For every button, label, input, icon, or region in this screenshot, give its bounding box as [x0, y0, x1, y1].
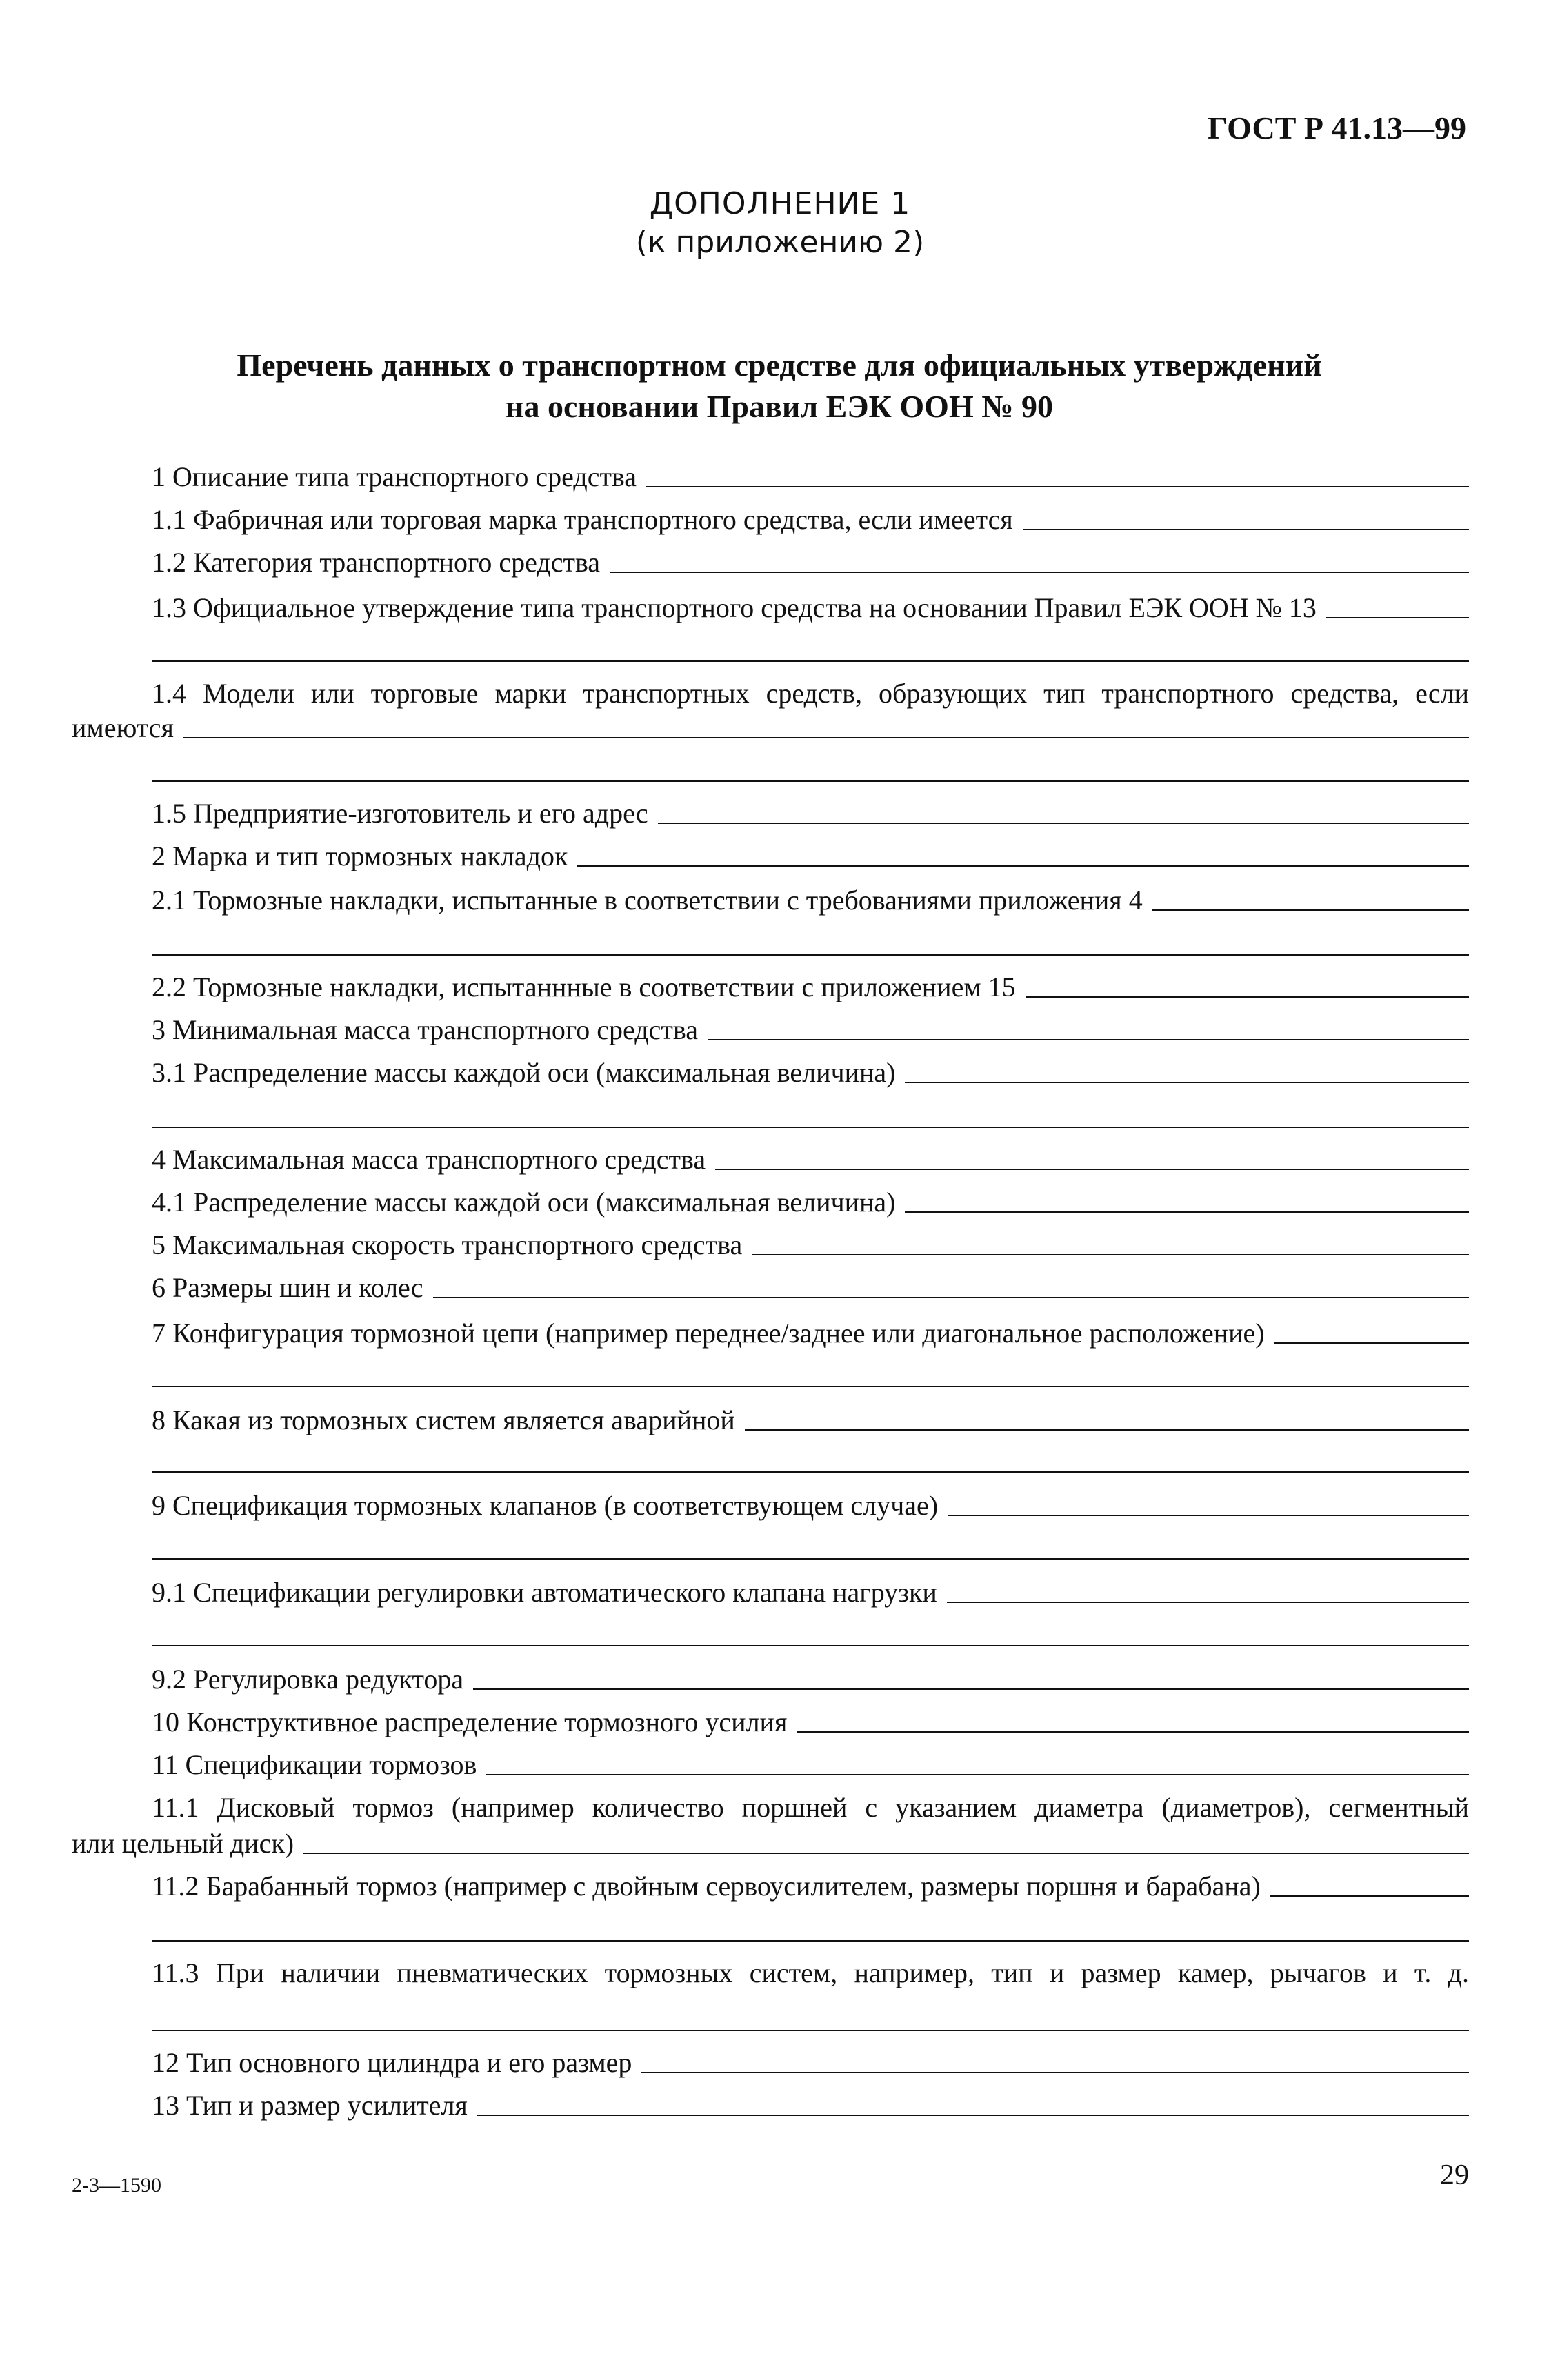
field-line-2-2 [152, 971, 1469, 1004]
field-line-11-1-cont [72, 1827, 1469, 1860]
fill-in-line [715, 1169, 1469, 1170]
field-label: 1.3 Официальное утверждение типа транспортного средства на основании Правил ЕЭК ООН № 13 [152, 592, 1317, 623]
fill-in-line [797, 1731, 1469, 1733]
field-label: 7 Конфигурация тормозной цепи (например переднее/заднее или диагональное расположение) [152, 1318, 1265, 1349]
fill-in-line [641, 2072, 1469, 2073]
fill-in-line [1326, 617, 1469, 618]
fill-in-line [577, 865, 1469, 867]
blank-rule [152, 2030, 1469, 2031]
field-line-1-5 [152, 797, 1469, 830]
field-label: 1 Описание типа транспортного средства [152, 461, 637, 492]
blank-rule [152, 780, 1469, 782]
field-line-7 [152, 1317, 1469, 1350]
field-line-4-1 [152, 1186, 1469, 1219]
fill-in-line [1152, 909, 1469, 911]
blank-rule [152, 1940, 1469, 1942]
footer-print-code: 2-3—1590 [72, 2174, 161, 2197]
field-label: 11.2 Барабанный тормоз (например с двойным сервоусилителем, размеры поршня и барабана) [152, 1870, 1261, 1902]
field-label: 12 Тип основного цилиндра и его размер [152, 2047, 632, 2078]
field-line-1-3 [152, 592, 1469, 625]
field-label: 8 Какая из тормозных систем является аварийной [152, 1404, 735, 1435]
fill-in-line [646, 486, 1469, 487]
fill-in-line [658, 823, 1469, 824]
field-line-8 [152, 1404, 1469, 1437]
fill-in-line [947, 1602, 1469, 1603]
field-line-1-4-cont [72, 712, 1469, 745]
field-label: 1.2 Категория транспортного средства [152, 547, 601, 578]
field-line-1-4 [152, 677, 1469, 710]
field-line-4 [152, 1143, 1469, 1176]
field-line-1 [152, 461, 1469, 494]
field-line-3 [152, 1013, 1469, 1047]
field-line-9 [152, 1489, 1469, 1522]
fill-in-line [183, 737, 1469, 738]
field-line-3-1 [152, 1056, 1469, 1089]
field-label: 6 Размеры шин и колес [152, 1272, 423, 1303]
blank-rule [152, 954, 1469, 956]
fill-in-line [1026, 996, 1469, 998]
field-label: 4.1 Распределение массы каждой оси (максимальная величина) [152, 1187, 896, 1218]
field-line-12 [152, 2046, 1469, 2079]
field-label: или цельный диск) [72, 1828, 294, 1859]
fill-in-line [905, 1211, 1469, 1213]
fill-in-line [1274, 1342, 1469, 1344]
field-label: 1.4 Модели или торговые марки транспортных средств, образующих тип транспортного средства, если [152, 678, 1469, 709]
field-label: 5 Максимальная скорость транспортного средства [152, 1229, 743, 1260]
field-label: 1.5 Предприятие-изготовитель и его адрес [152, 798, 648, 829]
fill-in-line [433, 1297, 1469, 1298]
blank-rule [152, 1386, 1469, 1387]
addendum-reference: (к приложению 2) [635, 225, 925, 260]
field-line-11-3 [152, 1957, 1469, 1990]
field-label: 2.1 Тормозные накладки, испытанные в соответствии с требованиями приложения 4 [152, 885, 1143, 916]
field-line-11 [152, 1748, 1469, 1782]
fill-in-line [745, 1429, 1469, 1431]
field-label: 2 Марка и тип тормозных накладок [152, 840, 568, 871]
fill-in-line [752, 1254, 1469, 1255]
fill-in-line [610, 572, 1469, 573]
fill-in-line [1270, 1895, 1469, 1897]
document-code: ГОСТ Р 41.13—99 [1208, 110, 1466, 145]
fill-in-line [905, 1082, 1469, 1083]
page-number: 29 [1440, 2159, 1469, 2191]
fill-in-line [948, 1515, 1469, 1516]
fill-in-line [1023, 529, 1469, 530]
fill-in-line [708, 1039, 1469, 1040]
field-label: 3.1 Распределение массы каждой оси (максимальная величина) [152, 1057, 896, 1088]
field-line-1-1 [152, 503, 1469, 536]
field-line-2 [152, 840, 1469, 873]
field-label: 4 Максимальная масса транспортного средства [152, 1144, 706, 1175]
field-label: 11.1 Дисковый тормоз (например количество поршней с указанием диаметра (диаметров), сегментный [152, 1792, 1469, 1823]
field-line-13 [152, 2089, 1469, 2122]
blank-rule [152, 660, 1469, 662]
field-label: 13 Тип и размер усилителя [152, 2090, 468, 2121]
field-label: 3 Минимальная масса транспортного средства [152, 1014, 698, 1045]
blank-rule [152, 1645, 1469, 1646]
fill-in-line [477, 2115, 1469, 2116]
field-line-9-1 [152, 1576, 1469, 1609]
field-line-10 [152, 1706, 1469, 1739]
field-label: 9 Спецификация тормозных клапанов (в соответствующем случае) [152, 1490, 939, 1521]
field-line-11-2 [152, 1870, 1469, 1903]
addendum-title: ДОПОЛНЕНИЕ 1 [649, 186, 911, 221]
field-label: 1.1 Фабричная или торговая марка транспортного средства, если имеется [152, 504, 1013, 535]
field-line-2-1 [152, 884, 1469, 917]
field-label: 11.3 При наличии пневматических тормозных систем, например, тип и размер камер, рычагов и т. д. [152, 1957, 1469, 1988]
field-line-6 [152, 1271, 1469, 1304]
field-label: 11 Спецификации тормозов [152, 1749, 477, 1780]
fill-in-line [486, 1774, 1469, 1775]
field-label: 2.2 Тормозные накладки, испытаннные в соответствии с приложением 15 [152, 971, 1016, 1002]
blank-rule [152, 1558, 1469, 1560]
field-line-1-2 [152, 546, 1469, 579]
field-line-9-2 [152, 1663, 1469, 1696]
form-title [138, 345, 1421, 427]
form-title-line-2: на основании Правил ЕЭК ООН № 90 [506, 389, 1053, 424]
field-label: 9.2 Регулировка редуктора [152, 1664, 464, 1695]
field-label: имеются [72, 712, 174, 743]
blank-rule [152, 1471, 1469, 1473]
fill-in-line [303, 1853, 1469, 1854]
field-label: 10 Конструктивное распределение тормозного усилия [152, 1706, 788, 1737]
form-title-line-1: Перечень данных о транспортном средстве для официальных утверждений [237, 347, 1322, 383]
field-label: 9.1 Спецификации регулировки автоматического клапана нагрузки [152, 1577, 937, 1608]
field-line-11-1 [152, 1791, 1469, 1824]
blank-rule [152, 1127, 1469, 1128]
field-line-5 [152, 1229, 1469, 1262]
addendum-heading [0, 185, 1560, 262]
fill-in-line [473, 1688, 1469, 1690]
